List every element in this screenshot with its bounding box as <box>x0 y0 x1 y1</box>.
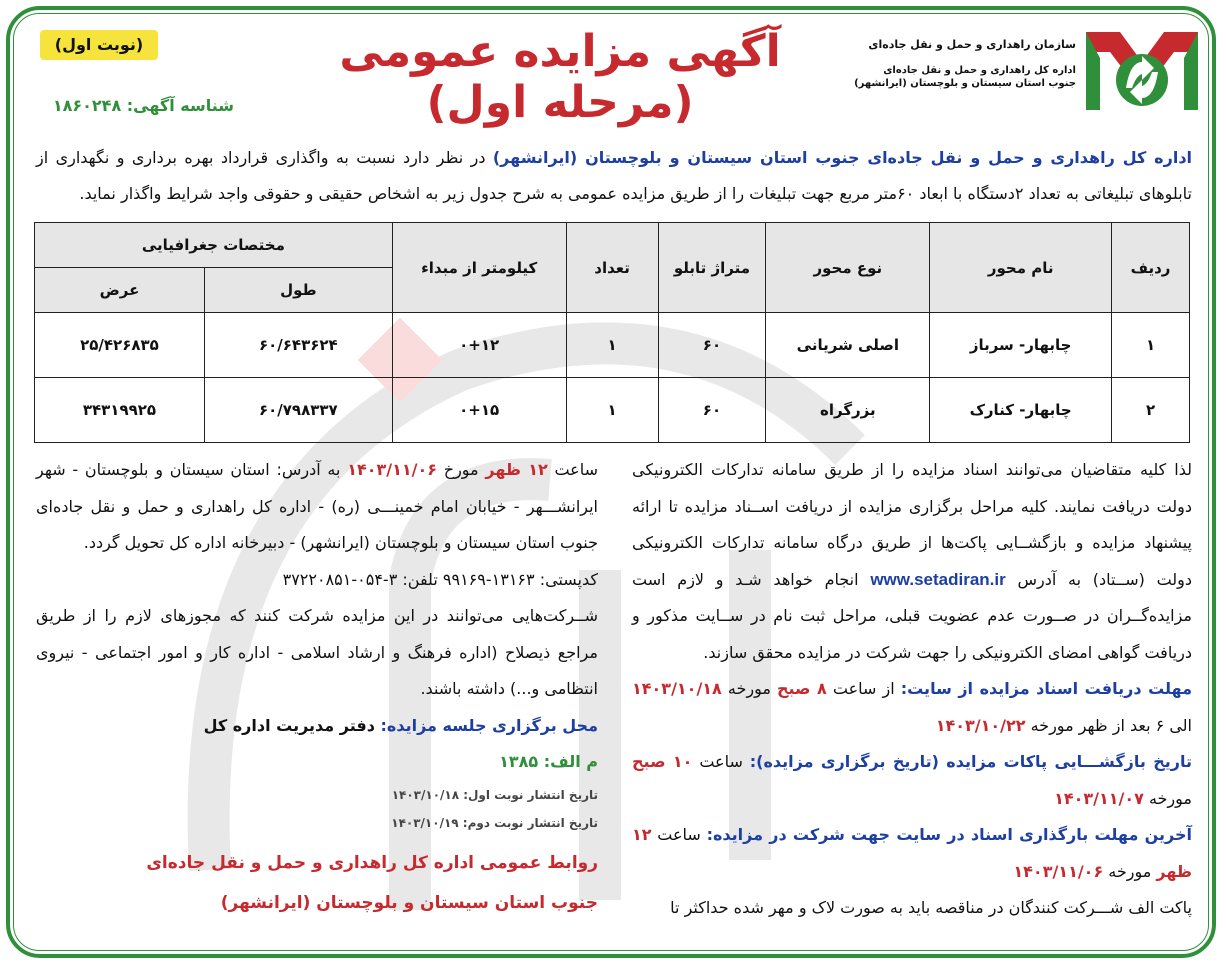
opening-label: تاریخ بازگشـــایی پاکات مزایده (تاریخ برگزاری مزایده): <box>749 752 1193 771</box>
header-row-number: ردیف <box>1112 223 1190 313</box>
right-column <box>632 452 1192 927</box>
deadline-date1: ۱۴۰۳/۱۰/۱۸ <box>632 679 722 698</box>
opening-time-pre: ساعت <box>692 752 750 771</box>
intro-text: در نظر دارد نسبت به واگذاری قرارداد بهره برداری و نگهداری از تابلوهای تبلیغاتی به تعداد ۲دستگاه با ابعاد ۶۰متر مربع جهت تبلیغات را از طریق مزایده عمومی به شرح جدول زیر به اشخاص حقیقی و حقوقی واجد شرایط واگذار نماید. <box>36 148 1192 203</box>
org-sub-line2: جنوب استان سیستان و بلوچستان (ایرانشهر) <box>854 78 1076 89</box>
cell-axis-name: چابهار- سرباز <box>930 313 1112 378</box>
org-sub-line1: اداره کل راهداری و حمل و نقل جاده‌ای <box>883 65 1076 76</box>
header-axis-type: نوع محور <box>766 223 930 313</box>
last-line: پاکت الف شـــرکت کنندگان در مناقصه باید به صورت لاک و مهر شده حداکثر تا <box>670 898 1192 917</box>
venue-value: دفتر مدیریت اداره کل <box>203 715 381 735</box>
table-row <box>35 313 1190 378</box>
deadline-to: الی ۶ بعد از ظهر مورخه <box>1025 715 1192 735</box>
deadline-from: از ساعت <box>826 679 901 698</box>
page-title: آگهی مزایده عمومی (مرحله اول) <box>339 26 781 128</box>
procedure-text-b: انجام خواهد شـد و لازم است مزایده‌گــران در صــورت عدم عضویت قبلی، مراحل ثبت نام در ســایت مذکور و دریافت گواهی امضای الکترونیکی را جهت شرکت در مزایده محقق سازند. <box>632 569 1192 662</box>
deadline-date2: ۱۴۰۳/۱۰/۲۲ <box>935 715 1026 735</box>
header-axis-name: نام محور <box>930 223 1112 313</box>
upload-time-pre: ساعت <box>651 825 707 844</box>
cell-row: ۲ <box>1112 378 1190 443</box>
table-row <box>35 378 1190 443</box>
deadline-hour: ۸ صبح <box>776 679 827 698</box>
cell-axis-type: اصلی شریانی <box>766 313 930 378</box>
delivery-paragraph <box>36 452 598 562</box>
upload-line <box>632 817 1192 890</box>
cell-km: ۰+۱۲ <box>392 313 566 378</box>
upload-date: ۱۴۰۳/۱۱/۰۶ <box>1013 861 1104 881</box>
cell-lat: ۳۴۳۱۹۹۲۵ <box>35 378 205 443</box>
cell-count: ۱ <box>566 378 658 443</box>
deadline-label: مهلت دریافت اسناد مزایده از سایت: <box>900 679 1193 698</box>
cell-lon: ۶۰/۶۴۳۶۲۴ <box>204 313 392 378</box>
delivery-text: به آدرس: استان سیستان و بلوچستان - شهر ایرانشـــهر - خیابان امام خمینـــی (ره) - اداره کل راهداری و حمل و نقل جاده‌ای جنوب استان سیستان و بلوچستان (ایرانشهر) - دبیرخانه اداره کل تحویل گردد. <box>36 460 598 552</box>
deadline-mid: مورخه <box>721 679 777 698</box>
opening-date: ۱۴۰۳/۱۱/۰۷ <box>1054 788 1144 808</box>
cell-row: ۱ <box>1112 313 1190 378</box>
cell-axis-type: بزرگراه <box>766 378 930 443</box>
procedure-text-a: لذا کلیه متقاضیان می‌توانند اسناد مزایده را از طریق سامانه تدارکات الکترونیکی دولت دریافت نمایند. کلیه مراحل برگزاری مزایده از دریافت اســناد مزایده تا ارائه پیشنهاد مزایده و بازگشــایی پاکت‌ها از طریق درگاه سامانه تدارکات الکترونیکی دولت (ســتاد) به آدرس <box>632 460 1193 589</box>
eligibility-paragraph: شــرکت‌هایی می‌توانند در این مزایده شرکت کنند که مجوزهای لازم را از طریق مراجع ذیصلاح (اداره فرهنگ و ارشاد اسلامی - اداره کار و امور اجتماعی - نیروی انتظامی و...) داشته باشند. <box>36 606 598 698</box>
upload-label: آخرین مهلت بارگذاری اسناد در سایت جهت شرکت در مزایده: <box>706 825 1192 844</box>
boards-table <box>34 222 1190 443</box>
cell-count: ۱ <box>566 313 658 378</box>
ad-code: م الف: ۱۳۸۵ <box>499 752 598 771</box>
publish-date-2: تاریخ انتشار نوبت دوم: ۱۴۰۳/۱۰/۱۹ <box>391 815 598 830</box>
left-column <box>36 452 598 923</box>
opening-line <box>632 744 1192 817</box>
header-board-size: متراژ تابلو <box>658 223 766 313</box>
venue-line <box>36 708 598 745</box>
intro-paragraph <box>36 140 1192 212</box>
procedure-paragraph <box>632 452 1192 671</box>
intro-highlight: اداره کل راهداری و حمل و نقل جاده‌ای جنوب استان سیستان و بلوچستان (ایرانشهر) <box>492 148 1193 167</box>
notice-id: شناسه آگهی: ۱۸۶۰۲۴۸ <box>52 96 234 115</box>
road-org-logo-icon <box>1082 22 1202 114</box>
cell-board-size: ۶۰ <box>658 378 766 443</box>
cell-km: ۰+۱۵ <box>392 378 566 443</box>
header-geo: مختصات جغرافیایی <box>35 223 393 268</box>
header-km: کیلومتر از مبداء <box>392 223 566 313</box>
footer-line-1: روابط عمومی اداره کل راهداری و حمل و نقل جاده‌ای <box>146 852 598 873</box>
header-lat: عرض <box>35 268 205 313</box>
delivery-pre: ساعت <box>547 460 598 479</box>
footer-line-2: جنوب استان سیستان و بلوچستان (ایرانشهر) <box>220 892 598 913</box>
cell-lat: ۲۵/۴۲۶۸۳۵ <box>35 313 205 378</box>
website-link[interactable]: www.setadiran.ir <box>870 569 1006 589</box>
round-badge: (نوبت اول) <box>40 30 158 60</box>
header-lon: طول <box>204 268 392 313</box>
upload-hour: ۱۲ ظهر <box>632 825 1192 881</box>
delivery-date: ۱۴۰۳/۱۱/۰۶ <box>347 460 437 479</box>
delivery-mid: مورخ <box>437 460 486 479</box>
contact-info: کدپستی: ۱۳۱۶۳-۹۹۱۶۹ تلفن: ۳-۰۵۴-۳۷۲۲۰۸۵۱ <box>282 569 598 589</box>
cell-lon: ۶۰/۷۹۸۳۳۷ <box>204 378 392 443</box>
org-name: سازمان راهداری و حمل و نقل جاده‌ای <box>868 38 1076 51</box>
publish-date-1: تاریخ انتشار نوبت اول: ۱۴۰۳/۱۰/۱۸ <box>391 787 598 802</box>
delivery-hour: ۱۲ ظهر <box>485 460 548 479</box>
opening-hour: ۱۰ صبح <box>632 752 693 771</box>
org-info <box>846 36 1076 90</box>
header-count: تعداد <box>566 223 658 313</box>
deadline-line <box>632 671 1192 744</box>
cell-board-size: ۶۰ <box>658 313 766 378</box>
cell-axis-name: چابهار- کنارک <box>930 378 1112 443</box>
opening-date-pre: مورخه <box>1143 788 1192 808</box>
upload-date-pre: مورخه <box>1103 861 1157 881</box>
venue-label: محل برگزاری جلسه مزایده: <box>380 715 598 735</box>
